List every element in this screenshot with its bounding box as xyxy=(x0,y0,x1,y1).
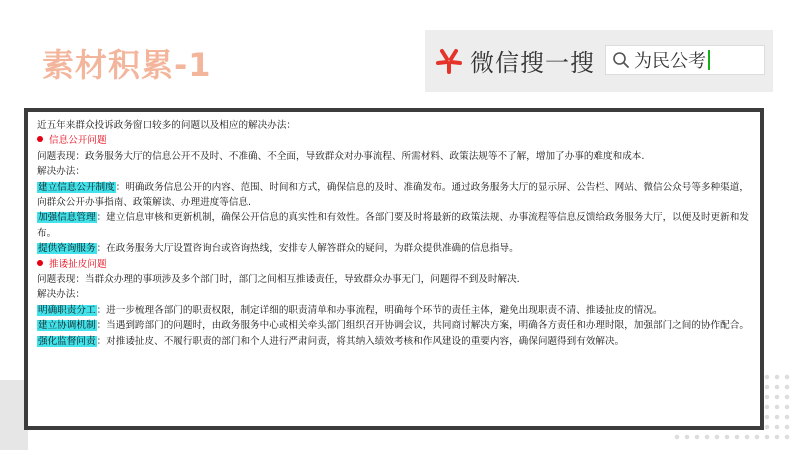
search-input[interactable] xyxy=(605,45,765,75)
search-query: 为民公考 xyxy=(634,51,706,72)
method-label: 解决办法： xyxy=(37,289,85,301)
solution-term: 提供咨询服务 xyxy=(38,243,96,255)
section-heading-text: 推诿扯皮问题 xyxy=(49,258,107,270)
page-title: 素材积累-1 xyxy=(42,46,212,84)
solution-item xyxy=(37,318,751,333)
problem-text: 问题表现：当群众办理的事项涉及多个部门时，部门之间相互推诿责任，导致群众办事无门，问题得不到及时解决. xyxy=(37,274,520,286)
solution-item xyxy=(37,334,751,349)
solution-term: 加强信息管理 xyxy=(38,212,96,224)
solution-text: ：对推诿扯皮、不履行职责的部门和个人进行严肃问责，将其纳入绩效考核和作风建设的重要内容，确保问题得到有效解决。 xyxy=(96,335,625,347)
solution-item xyxy=(37,303,751,318)
problem-text: 问题表现：政务服务大厅的信息公开不及时、不准确、不全面，导致群众对办事流程、所需材料、政策法规等不了解，增加了办事的难度和成本. xyxy=(37,150,645,162)
text-cursor xyxy=(708,50,710,70)
section-heading xyxy=(37,133,751,148)
solution-term: 建立协调机制 xyxy=(38,320,96,332)
section-heading xyxy=(37,257,751,272)
solution-text: ：在政务服务大厅设置咨询台或咨询热线，安排专人解答群众的疑问，为群众提供准确的信息指导。 xyxy=(96,243,519,255)
solution-text: ：明确政务信息公开的内容、范围、时间和方式，确保信息的及时、准确发布。通过政务服务大厅的显示屏、公告栏、网站、微信公众号等多种渠道，向群众公开办事指南、政策解读、办理进度等信息. xyxy=(37,181,749,209)
solution-item xyxy=(37,180,751,211)
solution-item xyxy=(37,241,751,256)
intro-text: 近五年来群众投诉政务窗口较多的问题以及相应的解决办法： xyxy=(37,120,297,131)
bullet-dot xyxy=(37,136,43,142)
search-icon xyxy=(612,51,630,69)
bullet-dot xyxy=(37,260,43,266)
solution-text: ：进一步梳理各部门的职责权限，制定详细的职责清单和办事流程，明确每个环节的责任主体，避免出现职责不清、推诿扯皮的情况。 xyxy=(96,304,663,316)
wechat-search-label: 微信搜一搜 xyxy=(470,48,595,77)
method-label: 解决办法： xyxy=(37,166,85,178)
solution-text: ：建立信息审核和更新机制，确保公开信息的真实性和有效性。各部门要及时将最新的政策法规、办事流程等信息反馈给政务服务大厅，以便及时更新和发布。 xyxy=(37,212,749,239)
wechat-search-logo-icon xyxy=(434,45,464,75)
solution-term: 强化监督问责 xyxy=(38,335,96,347)
solution-item xyxy=(37,210,751,241)
wechat-search-bar xyxy=(434,40,765,80)
content-panel xyxy=(24,108,764,430)
solution-text: ：当遇到跨部门的问题时，由政务服务中心或相关牵头部门组织召开协调会议，共同商讨解决方案，明确各方责任和办理时限，加强部门之间的协作配合。 xyxy=(96,320,749,332)
section-heading-text: 信息公开问题 xyxy=(49,135,107,147)
solution-term: 明确职责分工 xyxy=(38,304,96,316)
solution-term: 建立信息公开制度 xyxy=(38,181,115,193)
